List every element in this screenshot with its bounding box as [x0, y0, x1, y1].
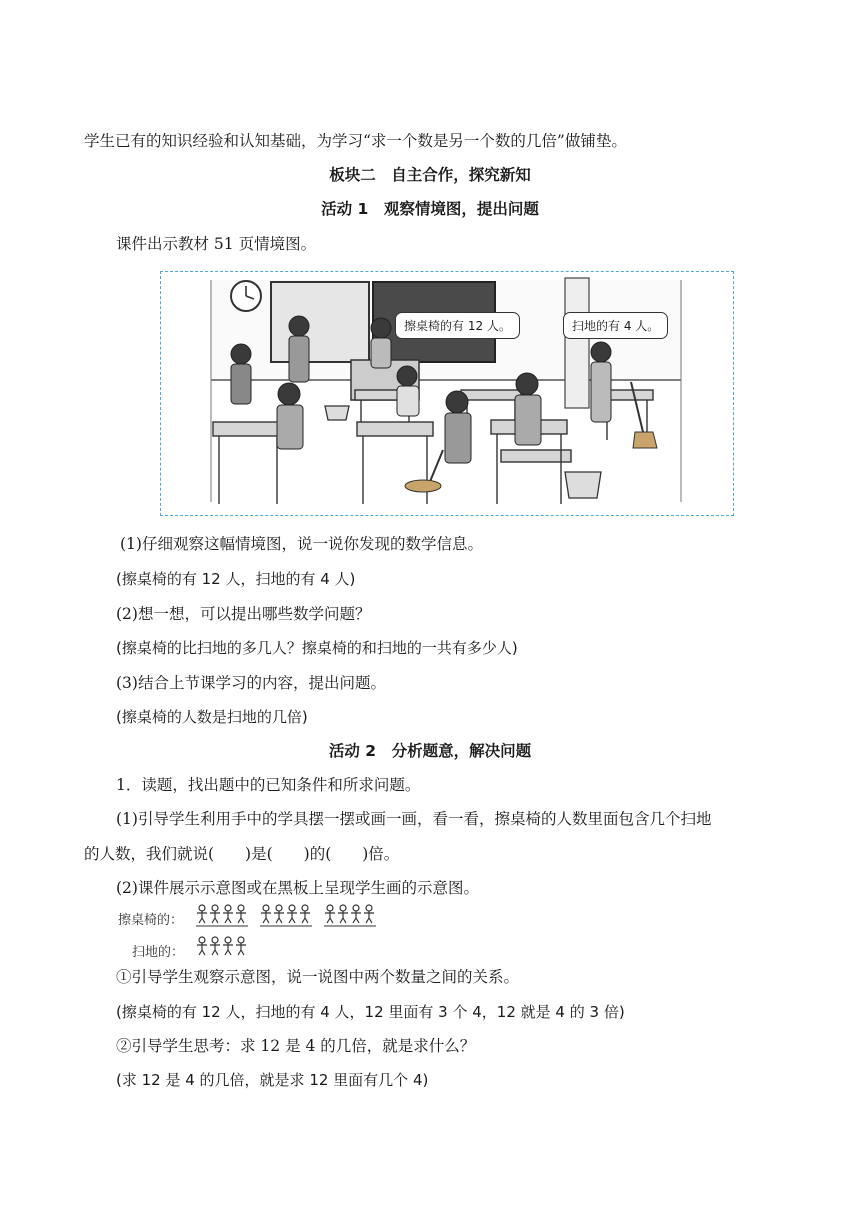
think-answer: (求 12 是 4 的几倍，就是求 12 里面有几个 4): [116, 1071, 429, 1089]
person-icon-wiper: [274, 905, 284, 923]
answer-2: (擦桌椅的比扫地的多几人？擦桌椅的和扫地的一共有多少人): [116, 639, 518, 657]
speech-bubble-sweepers: 扫地的有 4 人。: [563, 312, 668, 339]
observe-answer: (擦桌椅的有 12 人，扫地的有 4 人，12 里面有 3 个 4，12 就是 4 的 3 倍): [116, 1003, 625, 1021]
think-step: ②引导学生思考：求 12 是 4 的几倍，就是求什么？: [116, 1037, 476, 1055]
person-icon-wiper: [197, 905, 207, 923]
diagram-figures: [118, 903, 458, 963]
speech-bubble-wipers: 擦桌椅的有 12 人。: [395, 312, 520, 339]
activity2-title: 活动 2 分析题意，解决问题: [328, 742, 532, 760]
diagram-row2-label: 扫地的：: [132, 945, 185, 960]
person-icon-sweeper: [223, 937, 233, 955]
answer-1: (擦桌椅的有 12 人，扫地的有 4 人): [116, 570, 356, 588]
person-icon-wiper: [236, 905, 246, 923]
person-icon-wiper: [338, 905, 348, 923]
paragraph-2: (2)课件展示示意图或在黑板上呈现学生画的示意图。: [116, 879, 479, 897]
question-1: (1)仔细观察这幅情境图，说一说你发现的数学信息。: [120, 535, 483, 553]
person-icon-wiper: [351, 905, 361, 923]
person-icon-wiper: [300, 905, 310, 923]
courseware-line: 课件出示教材 51 页情境图。: [116, 235, 317, 253]
step-1: 1．读题，找出题中的已知条件和所求问题。: [116, 776, 421, 794]
people-diagram: [118, 903, 458, 963]
intro-line: 学生已有的知识经验和认知基础，为学习“求一个数是另一个数的几倍”做铺垫。: [84, 132, 627, 150]
paragraph-1-line2: 的人数，我们就说( )是( )的( )倍。: [84, 845, 400, 863]
activity1-title: 活动 1 观察情境图，提出问题: [321, 200, 539, 218]
person-icon-wiper: [325, 905, 335, 923]
observe-step: ①引导学生观察示意图，说一说图中两个数量之间的关系。: [116, 968, 520, 986]
question-3: (3)结合上节课学习的内容，提出问题。: [116, 674, 386, 692]
person-icon-wiper: [287, 905, 297, 923]
section-title: 板块二 自主合作，探究新知: [329, 166, 531, 184]
person-icon-wiper: [210, 905, 220, 923]
paragraph-1-line1: (1)引导学生利用手中的学具摆一摆或画一画，看一看，擦桌椅的人数里面包含几个扫地: [116, 810, 712, 828]
person-icon-sweeper: [197, 937, 207, 955]
person-icon-wiper: [364, 905, 374, 923]
person-icon-sweeper: [210, 937, 220, 955]
question-2: (2)想一想，可以提出哪些数学问题？: [116, 605, 371, 623]
person-icon-wiper: [261, 905, 271, 923]
person-icon-wiper: [223, 905, 233, 923]
person-icon-sweeper: [236, 937, 246, 955]
answer-3: (擦桌椅的人数是扫地的几倍): [116, 708, 308, 726]
scene-illustration: [160, 271, 734, 516]
diagram-row1-label: 擦桌椅的：: [118, 913, 184, 928]
